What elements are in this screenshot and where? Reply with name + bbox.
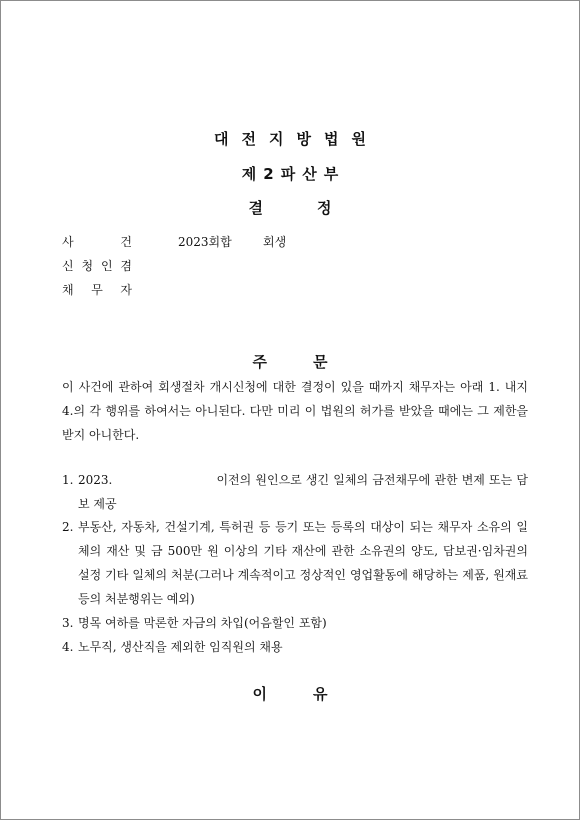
applicant-label: 신 청 인 겸 (62, 259, 132, 273)
debtor-label: 채 무 자 (62, 283, 132, 297)
document-page: 대전지방법원 제2파산부 결 정 사 건 2023회합 회생 신 청 인 겸 채 무 자 주 문 이 사건에 관하여 회생절차 개시신청에 대한 결정이 있을 때까지 채무자는 아래 1. 내지 4.의 각 행위를 하여서는 아니된다. 다만 미리 이 법원의 허가를 받았을 때에는 그 제한을 받지 아니한다. 1. 2023. 이전의 원인으로 생긴 일체의 금전채무에 관한 변제 또는 담보 제공 2. 부동산, 자동차, 건설기계, 특허권 등 등기 또는 등록의 대상이 되는 채무자 소유의 일체의 재산 및 금 500만 원 이상의 기타 재산에 관한 소유권의 양도, 담보권·임차권의 설정 기타 일체의 처분(그러나 계속적이고 정상적인 영업활동에 해당하는 제품, 원재료 등의 처분행위는 예외) 3. 명목 여하를 막론한 자금의 차입(어음할인 포함) 4. 노무직, 생산직을 제외한 임직원의 채용 이 유 (0, 0, 580, 820)
order-text: 이 사건에 관하여 회생절차 개시신청에 대한 결정이 있을 때까지 채무자는 아래 1. 내지 4.의 각 행위를 하여서는 아니된다. 다만 미리 이 법원의 허가를 받았을 때에는 그 제한을 받지 아니한다. (62, 380, 528, 442)
document-type: 결 정 (248, 199, 332, 217)
case-label: 사 건 (62, 235, 132, 249)
order-heading: 주 문 (252, 353, 328, 371)
court-name: 대전지방법원 (214, 130, 379, 148)
case-number: 2023회합 (178, 235, 232, 249)
case-type: 회생 (263, 235, 287, 249)
division-name: 제2파산부 (241, 165, 346, 183)
reason-heading: 이 유 (252, 685, 328, 703)
